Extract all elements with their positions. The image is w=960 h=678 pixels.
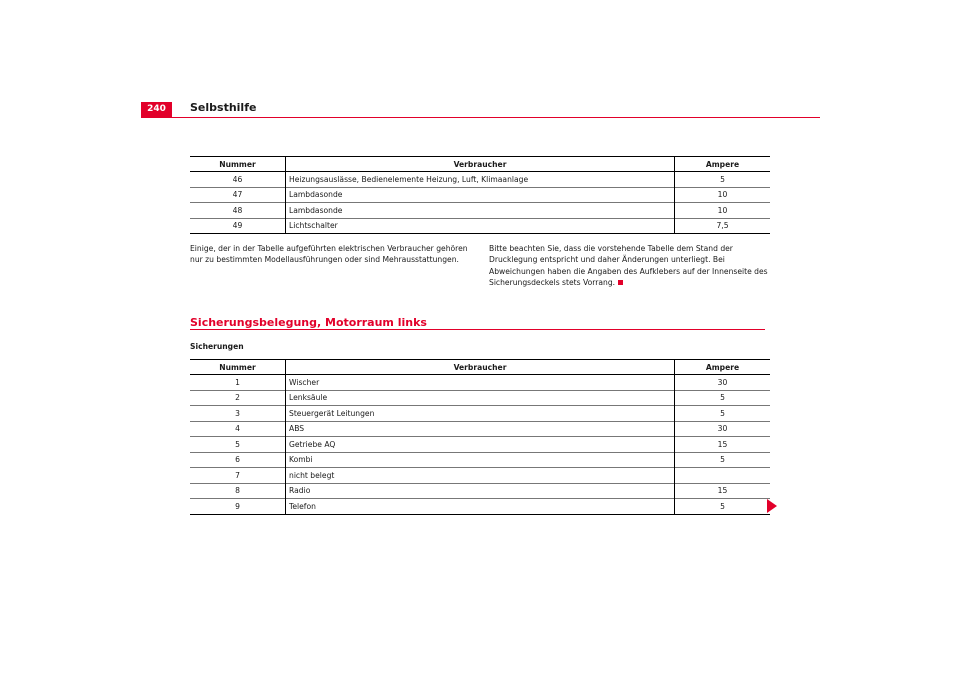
- consumer-cell: Steuergerät Leitungen: [286, 406, 675, 422]
- fuse-number-cell: 8: [190, 483, 286, 499]
- consumer-cell: Wischer: [286, 375, 675, 391]
- section-title: Sicherungsbelegung, Motorraum links: [190, 316, 427, 329]
- amperage-cell: 10: [675, 187, 771, 203]
- consumer-cell: Telefon: [286, 499, 675, 515]
- table-row: [190, 203, 770, 219]
- consumer-cell: nicht belegt: [286, 468, 675, 484]
- fuse-number-cell: 48: [190, 203, 286, 219]
- amperage-cell: 30: [675, 421, 771, 437]
- consumer-cell: Lambdasonde: [286, 203, 675, 219]
- red-square-icon: [618, 280, 623, 285]
- consumer-cell: Radio: [286, 483, 675, 499]
- fuse-number-cell: 47: [190, 187, 286, 203]
- fuse-number-cell: 49: [190, 218, 286, 234]
- col-header-nummer: Nummer: [190, 360, 286, 375]
- fuse-number-cell: 9: [190, 499, 286, 515]
- fuse-number-cell: 4: [190, 421, 286, 437]
- table-row: [190, 187, 770, 203]
- consumer-cell: ABS: [286, 421, 675, 437]
- fuse-number-cell: 7: [190, 468, 286, 484]
- note-right-text: Bitte beachten Sie, dass die vorstehende Tabelle dem Stand der Drucklegung entspricht und daher Änderungen unterliegt. Bei Abweichungen haben die Angaben des Aufklebers auf der Innenseite des Sicherungsdeckels stets Vorrang.: [489, 244, 768, 287]
- consumer-cell: Lenksäule: [286, 390, 675, 406]
- fuse-number-cell: 3: [190, 406, 286, 422]
- table-row: [190, 452, 770, 468]
- section-divider: [190, 329, 765, 330]
- amperage-cell: 30: [717, 377, 728, 387]
- amperage-cell: [675, 468, 771, 484]
- consumer-cell: Heizungsauslässe, Bedienelemente Heizung, Luft, Klimaanlage: [286, 172, 675, 188]
- col-header-nummer: Nummer: [190, 157, 286, 172]
- fuse-table-2: [190, 359, 770, 515]
- fuse-number-cell: 46: [190, 172, 286, 188]
- amperage-cell: 5: [675, 390, 771, 406]
- amperage-cell: 5: [675, 406, 771, 422]
- table-row: [190, 406, 770, 422]
- note-left: Einige, der in der Tabelle aufgeführten elektrischen Verbraucher gehören nur zu bestimmten Modellausführungen oder sind Mehrausstattungen.: [190, 244, 468, 265]
- table-row: [190, 483, 770, 499]
- table-row: [190, 218, 770, 234]
- next-page-arrow-icon: [767, 499, 777, 513]
- col-header-verbraucher: Verbraucher: [286, 360, 675, 375]
- fuse-number-cell: 1: [190, 375, 286, 391]
- table-row: [190, 375, 770, 391]
- col-header-ampere: Ampere: [675, 360, 771, 375]
- amperage-cell: 5: [675, 499, 771, 515]
- header-divider: [141, 117, 820, 118]
- table-row: [190, 468, 770, 484]
- chapter-title: Selbsthilfe: [190, 101, 257, 114]
- consumer-cell: Lichtschalter: [286, 218, 675, 234]
- table-row: [190, 421, 770, 437]
- fuse-number-cell: 6: [190, 452, 286, 468]
- page-number: 240: [141, 102, 172, 117]
- table-row: [190, 437, 770, 453]
- col-header-ampere: Ampere: [675, 157, 771, 172]
- fuse-number-cell: 2: [190, 390, 286, 406]
- amperage-cell: 7,5: [675, 218, 771, 234]
- col-header-verbraucher: Verbraucher: [286, 157, 675, 172]
- subsection-title: Sicherungen: [190, 342, 244, 351]
- table-row: [190, 499, 770, 515]
- amperage-cell: 15: [675, 437, 771, 453]
- amperage-cell: 10: [675, 203, 771, 219]
- amperage-cell: 5: [675, 452, 771, 468]
- note-right: [489, 243, 771, 288]
- table-row: [190, 390, 770, 406]
- consumer-cell: Getriebe AQ: [286, 437, 675, 453]
- amperage-cell: 15: [675, 483, 771, 499]
- consumer-cell: Lambdasonde: [286, 187, 675, 203]
- fuse-table-1: [190, 156, 770, 234]
- amperage-cell: 5: [720, 174, 725, 184]
- consumer-cell: Kombi: [286, 452, 675, 468]
- fuse-number-cell: 5: [190, 437, 286, 453]
- table-row: [190, 172, 770, 188]
